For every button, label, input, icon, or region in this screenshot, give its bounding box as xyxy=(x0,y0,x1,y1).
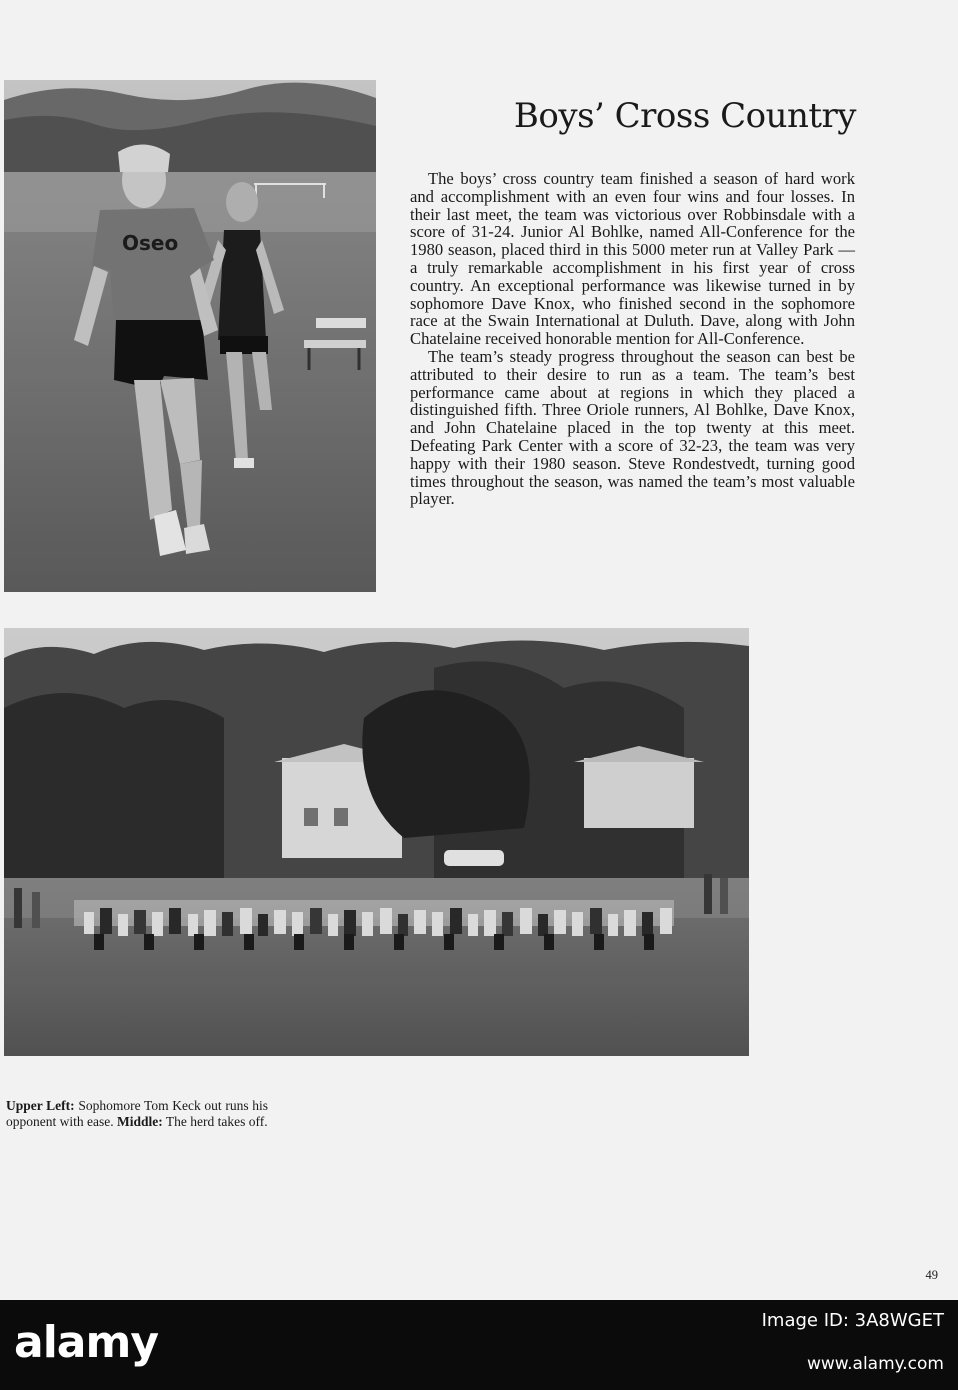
caption-upper-left-text: Sophomore Tom Keck out runs his opponent with ease. xyxy=(6,1098,268,1129)
watermark-site: www.alamy.com xyxy=(806,1354,944,1374)
watermark-image-id: Image ID: 3A8WGET xyxy=(761,1310,944,1331)
article-paragraph-2: The team’s steady progress throughout the season can best be attributed to their desire to run as a team. The team’s best performance came about at regions in which they placed a distinguished fifth. Three Oriole runners, Al Bohlke, Dave Knox, and John Chatelaine placed in the top twenty at this meet. Defeating Park Center with a score of 32-23, the team was very happy with their 1980 season. Steve Rondestvedt, turning good times throughout the season, was named the team’s most valuable player. xyxy=(410,346,855,509)
photo-caption xyxy=(6,1098,268,1130)
caption-middle-text: The herd takes off. xyxy=(162,1114,268,1129)
watermark-brand-logo: alamy xyxy=(14,1317,158,1368)
watermark-banner xyxy=(0,1300,958,1390)
runner-photo-illustration xyxy=(4,80,376,592)
race-start-photo-illustration xyxy=(4,628,749,1056)
jersey-text: Oseo xyxy=(122,231,179,255)
article-body xyxy=(410,170,855,508)
page-number: 49 xyxy=(925,1268,938,1282)
caption-upper-left-label: Upper Left: xyxy=(6,1098,75,1113)
photo-race-start xyxy=(4,628,749,1056)
article-paragraph-1: The boys’ cross country team finished a season of hard work and accomplishment with an even four wins and four losses. In their last meet, the team was victorious over Robbinsdale with a score of 31-24. Junior Al Bohlke, named All-Conference for the 1980 season, placed third in this 5000 meter run at Valley Park — a truly remarkable accomplishment in his first year of cross country. An exceptional performance was likewise turned in by sophomore Dave Knox, who finished second in the sophomore race at the Swain International at Duluth. Dave, along with John Chatelaine received honorable mention for All-Conference. xyxy=(410,169,855,349)
photo-runner-top-left xyxy=(4,80,376,592)
caption-middle-label: Middle: xyxy=(116,1114,163,1129)
article-title: Boys’ Cross Country xyxy=(513,96,856,136)
